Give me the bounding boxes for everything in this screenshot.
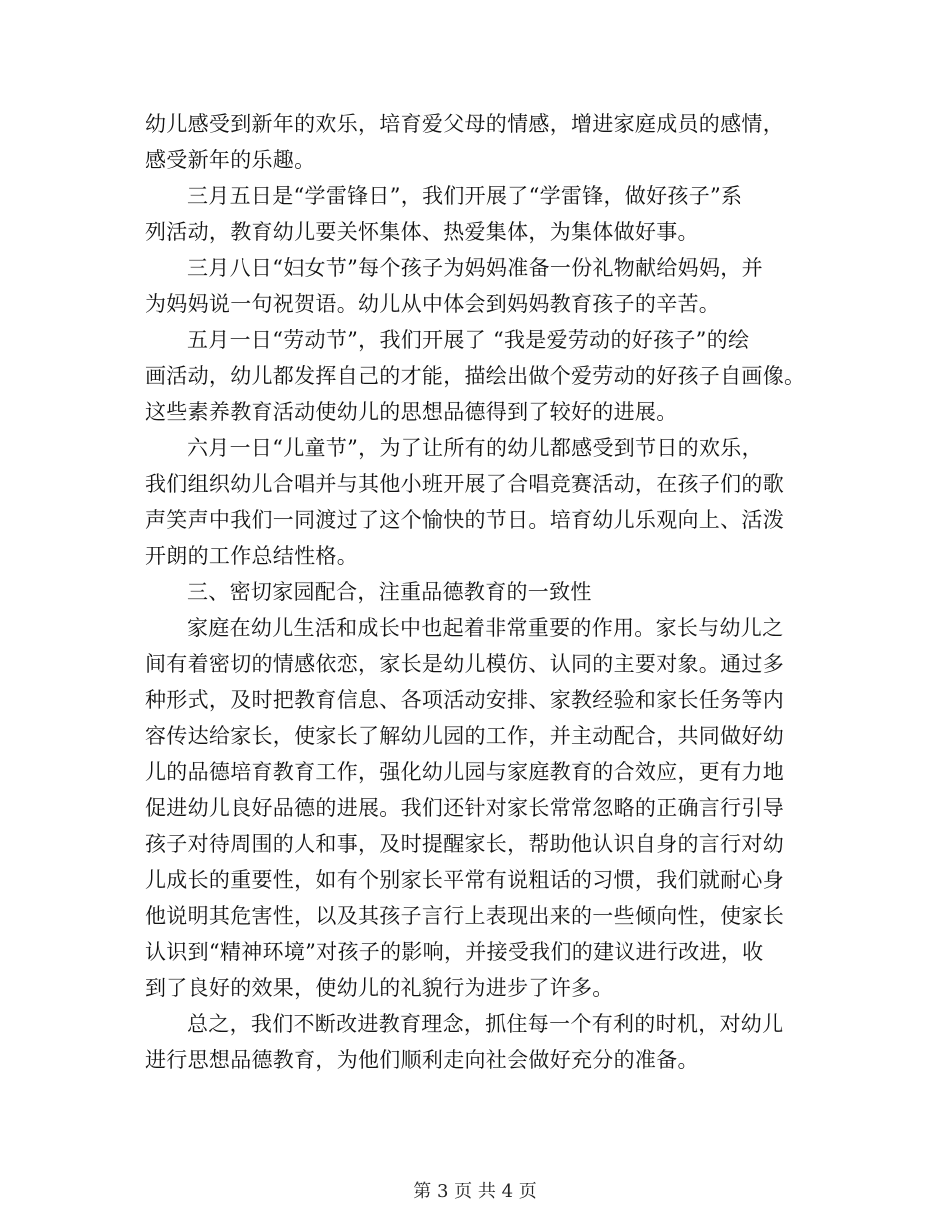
text-line: 到了良好的效果，使幼儿的礼貌行为进步了许多。 <box>145 976 614 1000</box>
text-line: 声笑声中我们一同渡过了这个愉快的节日。培育幼儿乐观向上、活泼 <box>145 508 784 532</box>
text-line: 容传达给家长，使家长了解幼儿园的工作，并主动配合，共同做好幼 <box>145 724 784 748</box>
text-line: 认识到“精神环境”对孩子的影响，并接受我们的建议进行改进，收 <box>145 940 764 964</box>
paragraph-start-line: 三月五日是“学雷锋日”，我们开展了“学雷锋，做好孩子”系 <box>187 184 743 208</box>
text-line: 儿的品德培育教育工作，强化幼儿园与家庭教育的合效应，更有力地 <box>145 760 784 784</box>
text-line: 促进幼儿良好品德的进展。我们还针对家长常常忽略的正确言行引导 <box>145 796 784 820</box>
page-number-footer: 第 3 页 共 4 页 <box>413 1181 537 1202</box>
text-line: 孩子对待周围的人和事，及时提醒家长，帮助他认识自身的言行对幼 <box>145 832 784 856</box>
text-line: 进行思想品德教育，为他们顺利走向社会做好充分的准备。 <box>145 1048 699 1072</box>
paragraph-start-line: 三月八日“妇女节”每个孩子为妈妈准备一份礼物献给妈妈，并 <box>187 256 763 280</box>
paragraph-start-line: 总之，我们不断改进教育理念，抓住每一个有利的时机，对幼儿 <box>187 1012 784 1036</box>
paragraph-start-line: 六月一日“儿童节”，为了让所有的幼儿都感受到节日的欢乐， <box>187 436 763 460</box>
text-line: 这些素养教育活动使幼儿的思想品德得到了较好的进展。 <box>145 400 678 424</box>
text-line: 我们组织幼儿合唱并与其他小班开展了合唱竞赛活动，在孩子们的歌 <box>145 472 784 496</box>
text-line: 为妈妈说一句祝贺语。幼儿从中体会到妈妈教育孩子的辛苦。 <box>145 292 721 316</box>
text-line: 幼儿感受到新年的欢乐，培育爱父母的情感，增进家庭成员的感情， <box>145 112 784 136</box>
text-line: 感受新年的乐趣。 <box>145 148 316 172</box>
section-heading: 三、密切家园配合，注重品德教育的一致性 <box>187 580 592 604</box>
text-line: 画活动，幼儿都发挥自己的才能，描绘出做个爱劳动的好孩子自画像。 <box>145 364 806 388</box>
paragraph-start-line: 五月一日“劳动节”，我们开展了 “我是爱劳动的好孩子”的绘 <box>187 328 750 352</box>
document-body <box>145 106 813 1078</box>
text-line: 列活动，教育幼儿要关怀集体、热爱集体，为集体做好事。 <box>145 220 699 244</box>
text-line: 种形式，及时把教育信息、各项活动安排、家教经验和家长任务等内 <box>145 688 784 712</box>
text-line: 开朗的工作总结性格。 <box>145 544 358 568</box>
text-line: 儿成长的重要性，如有个别家长平常有说粗话的习惯，我们就耐心身 <box>145 868 784 892</box>
text-line: 间有着密切的情感依恋，家长是幼儿模仿、认同的主要对象。通过多 <box>145 652 784 676</box>
paragraph-start-line: 家庭在幼儿生活和成长中也起着非常重要的作用。家长与幼儿之 <box>187 616 784 640</box>
text-line: 他说明其危害性，以及其孩子言行上表现出来的一些倾向性，使家长 <box>145 904 784 928</box>
